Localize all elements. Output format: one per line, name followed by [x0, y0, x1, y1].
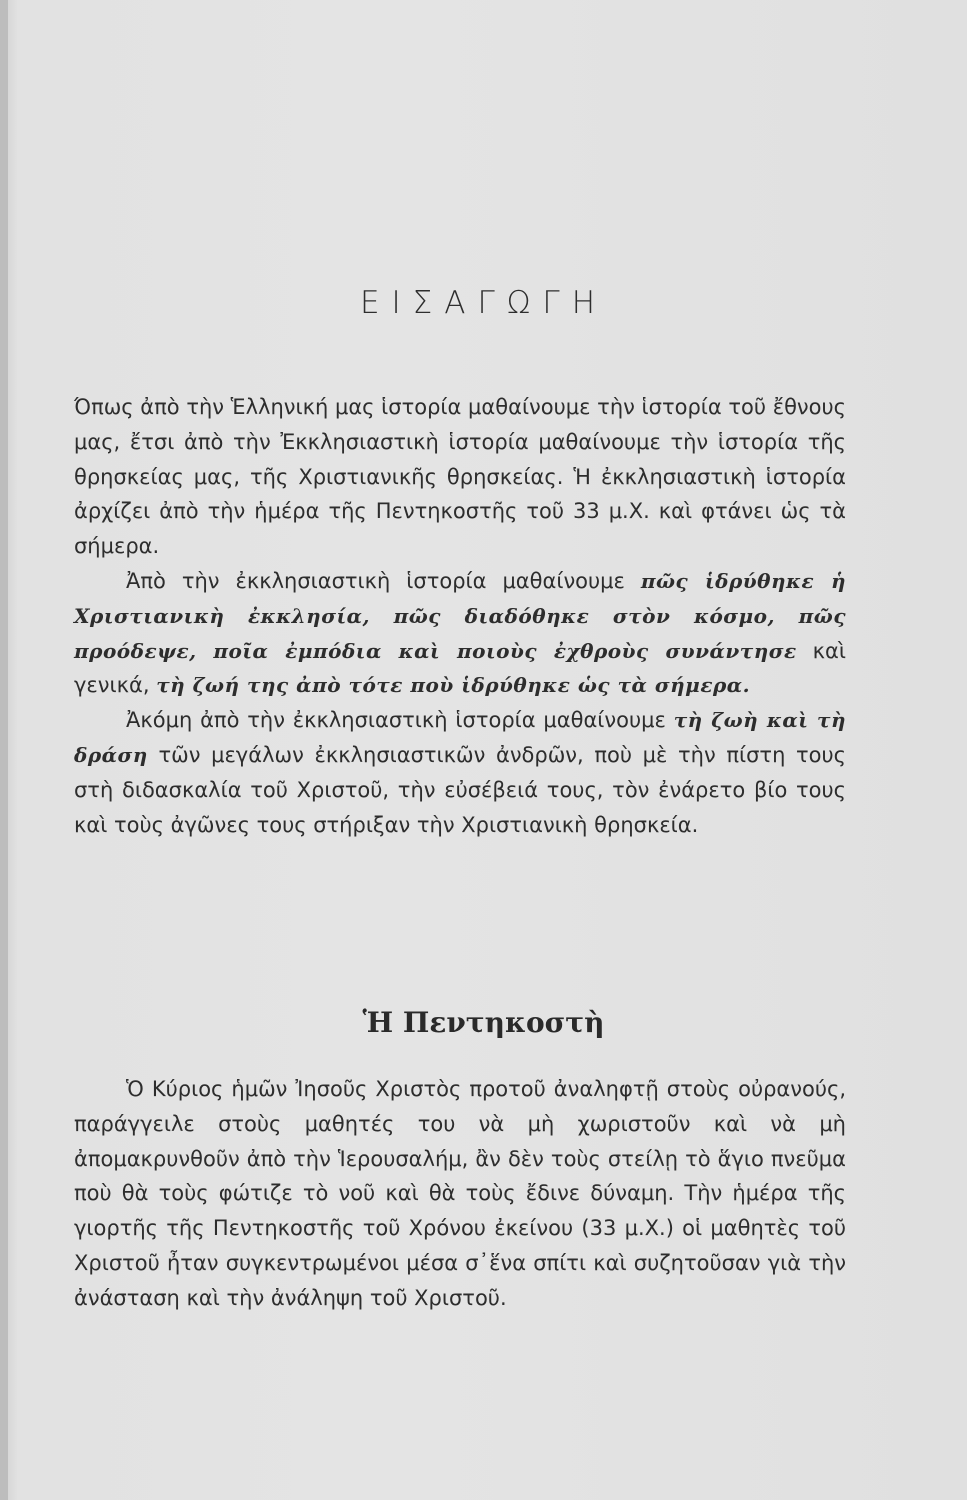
section-text [74, 1072, 846, 1316]
intro-paragraph-3-start: Ἀκόμη ἀπὸ τὴν ἐκκλησιαστικὴ ἱστορία μαθαίνουμε [126, 708, 674, 733]
intro-paragraph-3 [74, 703, 846, 842]
intro-paragraph-3-end: τῶν μεγάλων ἐκκλησιαστικῶν ἀνδρῶν, ποὺ μὲ τὴν πίστη τους στὴ διδασκαλία τοῦ Χριστοῦ, τὴν εὐσέβειά τους, τὸν ἐνάρετο βίο τους καὶ τοὺς ἀγῶνες τους στήριξαν τὴν Χριστιανικὴ θρησκεία. [74, 742, 846, 837]
section-paragraph-1: Ὁ Κύριος ἡμῶν Ἰησοῦς Χριστὸς προτοῦ ἀναληφτῇ στοὺς οὐρανούς, παράγγειλε στοὺς μαθητές του νὰ μὴ χωριστοῦν καὶ νὰ μὴ ἀπομακρυνθοῦν ἀπὸ τὴν Ἱερουσαλήμ, ἂν δὲν τοὺς στείλῃ τὸ ἅγιο πνεῦμα ποὺ θὰ τοὺς φώτιζε τὸ νοῦ καὶ θὰ τοὺς ἔδινε δύναμη. Τὴν ἡμέρα τῆς γιορτῆς τῆς Πεντηκοστῆς τοῦ Χρόνου ἐκείνου (33 μ.Χ.) οἱ μαθητὲς τοῦ Χριστοῦ ἦταν συγκεντρωμένοι μέσα σ᾿ἕνα σπίτι καὶ συζητοῦσαν γιὰ τὴν ἀνάσταση καὶ τὴν ἀνάληψη τοῦ Χριστοῦ. [74, 1077, 846, 1310]
intro-paragraph-2-middle: καὶ γενικά, [74, 638, 846, 698]
page-edge [0, 0, 8, 1500]
intro-paragraph-2-start: Ἀπὸ τὴν ἐκκλησιαστικὴ ἱστορία μαθαίνουμε [126, 568, 641, 593]
intro-paragraph-2 [74, 564, 846, 703]
section-title: Ἡ Πεντηκοστὴ [362, 1006, 605, 1039]
intro-text [74, 390, 846, 842]
page-title: ΕΙΣΑΓΩΓΗ [359, 285, 608, 321]
intro-paragraph-2-emphasis-1: πῶς ἱδρύθηκε ἡ Χριστιανικὴ ἐκκλησία, πῶς διαδόθηκε στὸν κόσμο, πῶς προόδεψε, ποῖα ἐμπόδια καὶ ποιοὺς ἐχθροὺς συνάντησε [74, 568, 846, 663]
intro-paragraph-1: Όπως ἀπὸ τὴν Ἑλληνική μας ἱστορία μαθαίνουμε τὴν ἱστορία τοῦ ἔθνους μας, ἔτσι ἀπὸ τὴν Ἐκκλησιαστικὴ ἱστορία μαθαίνουμε τὴν ἱστορία τῆς θρησκείας μας, τῆς Χριστιανικῆς θρησκείας. Ἡ ἐκκλησιαστικὴ ἱστορία ἀρχίζει ἀπὸ τὴν ἡμέρα τῆς Πεντηκοστῆς τοῦ 33 μ.Χ. καὶ φτάνει ὡς τὰ σήμερα. [74, 395, 846, 559]
intro-paragraph-2-emphasis-2: τὴ ζωή της ἀπὸ τότε ποὺ ἱδρύθηκε ὡς τὰ σήμερα. [156, 673, 751, 698]
intro-paragraph-3-emphasis: τὴ ζωὴ καὶ τὴ δράση [74, 708, 846, 767]
